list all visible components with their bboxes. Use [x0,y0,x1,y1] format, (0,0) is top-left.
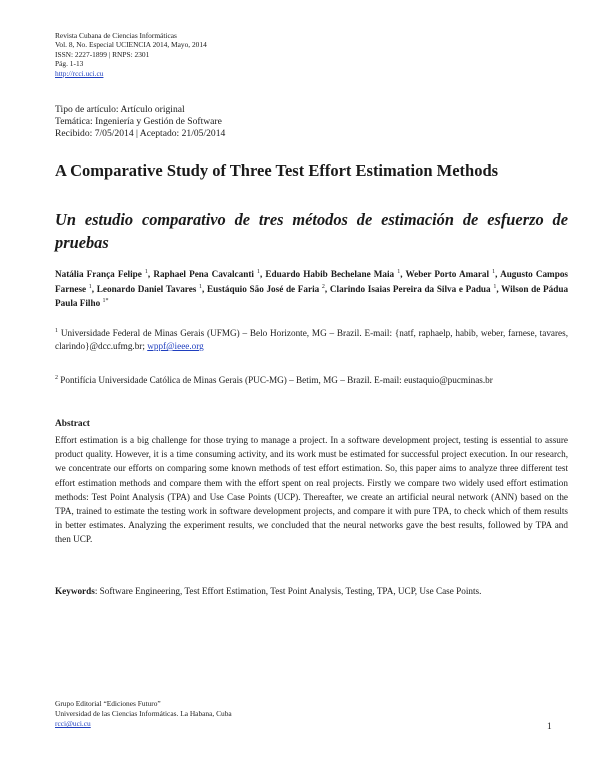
keywords-text: : Software Engineering, Test Effort Estimation, Test Point Analysis, Testing, TPA, UCP, Use Case Points. [94,586,482,596]
page-number: 1 [547,722,552,732]
journal-name: Revista Cubana de Ciencias Informáticas [55,31,177,40]
abstract-body: Effort estimation is a big challenge for those trying to manage a project. In a software development project, testing is essential to assure product quality. However, it is a time consuming activity, and its work must be estimated for successful project execution. In our research, we concentrate our efforts on comparing some known methods of test effort estimation. So, this paper aims to analyze three different test effort estimation methods and compare them with the effort spent on real projects. Firstly we compare two widely used effort estimation methods: Test Point Analysis (TPA) and Use Case Points (UCP). Thereafter, we create an artificial neural network (ANN) based on the TPA, trained to estimate the testing work in software development projects, and compare it with pure TPA, to check which of them results in better estimates. Analyzing the experiment results, we concluded that the neural networks gave the best results, followed by TPA and then UCP. [55,435,568,545]
author-list [55,266,568,310]
article-type: Tipo de artículo: Artículo original [55,104,185,115]
author: Clarindo Isaias Pereira da Silva e Padua $^1$, [329,283,502,294]
title-spanish: Un estudio comparativo de tres métodos de estimación de esfuerzo de pruebas [55,210,568,252]
keywords-label: Keywords [55,586,95,596]
footer-university: Universidad de las Ciencias Informáticas. La Habana, Cuba [55,709,232,718]
footer-publisher: Grupo Editorial “Ediciones Futuro” [55,699,161,708]
affiliation-mark: 2 [55,375,58,381]
article-meta [55,104,225,140]
article-dates: Recibido: 7/05/2014 | Aceptado: 21/05/2014 [55,128,226,139]
article-theme: Temática: Ingeniería y Gestión de Software [55,116,222,127]
affiliation-text: Universidade Federal de Minas Gerais (UFMG) – Belo Horizonte, MG – Brazil. E-mail: {natf, raphaelp, habib, weber, farnese, tavares, clarindo}@dcc.ufmg.br; [55,328,568,352]
title-english: A Comparative Study of Three Test Effort Estimation Methods [55,161,499,180]
journal-volume: Vol. 8, No. Especial UCIENCIA 2014, Mayo, 2014 [55,40,207,50]
footer-email-link[interactable]: rcci@uci.cu [55,719,91,728]
author: Leonardo Daniel Tavares $^1$, [96,283,207,294]
journal-header [55,31,207,78]
author: Augusto Campos Farnese $^1$, [55,269,568,294]
author: Weber Porto Amaral $^1$, [405,269,501,280]
author: Wilson de Pádua Paula Filho $^{1*}$ [55,283,569,309]
journal-url-link[interactable]: http://rcci.uci.cu [55,68,104,78]
keywords [55,585,568,598]
author: Natália França Felipe $^1$, [55,269,154,280]
author: Eduardo Habib Bechelane Maia $^1$, [265,269,406,280]
affiliation-mark: 1 [55,328,58,334]
affiliation-1 [55,325,568,353]
journal-pages: Pág. 1-13 [55,59,84,69]
abstract-heading: Abstract [55,419,90,429]
author: Raphael Pena Cavalcanti $^1$, [153,269,266,280]
affiliation-text: Pontifícia Universidade Católica de Minas Gerais (PUC-MG) – Betim, MG – Brazil. E-mail: eustaquio@pucminas.br [60,375,493,386]
author: Eustáquio São José de Faria $^2$, [207,283,330,294]
affiliation-2 [55,372,568,387]
journal-issn: ISSN: 2227-1899 | RNPS: 2301 [55,49,150,59]
page-footer [55,699,232,729]
affiliation-email-link[interactable]: wppf@ieee.org [147,341,204,352]
